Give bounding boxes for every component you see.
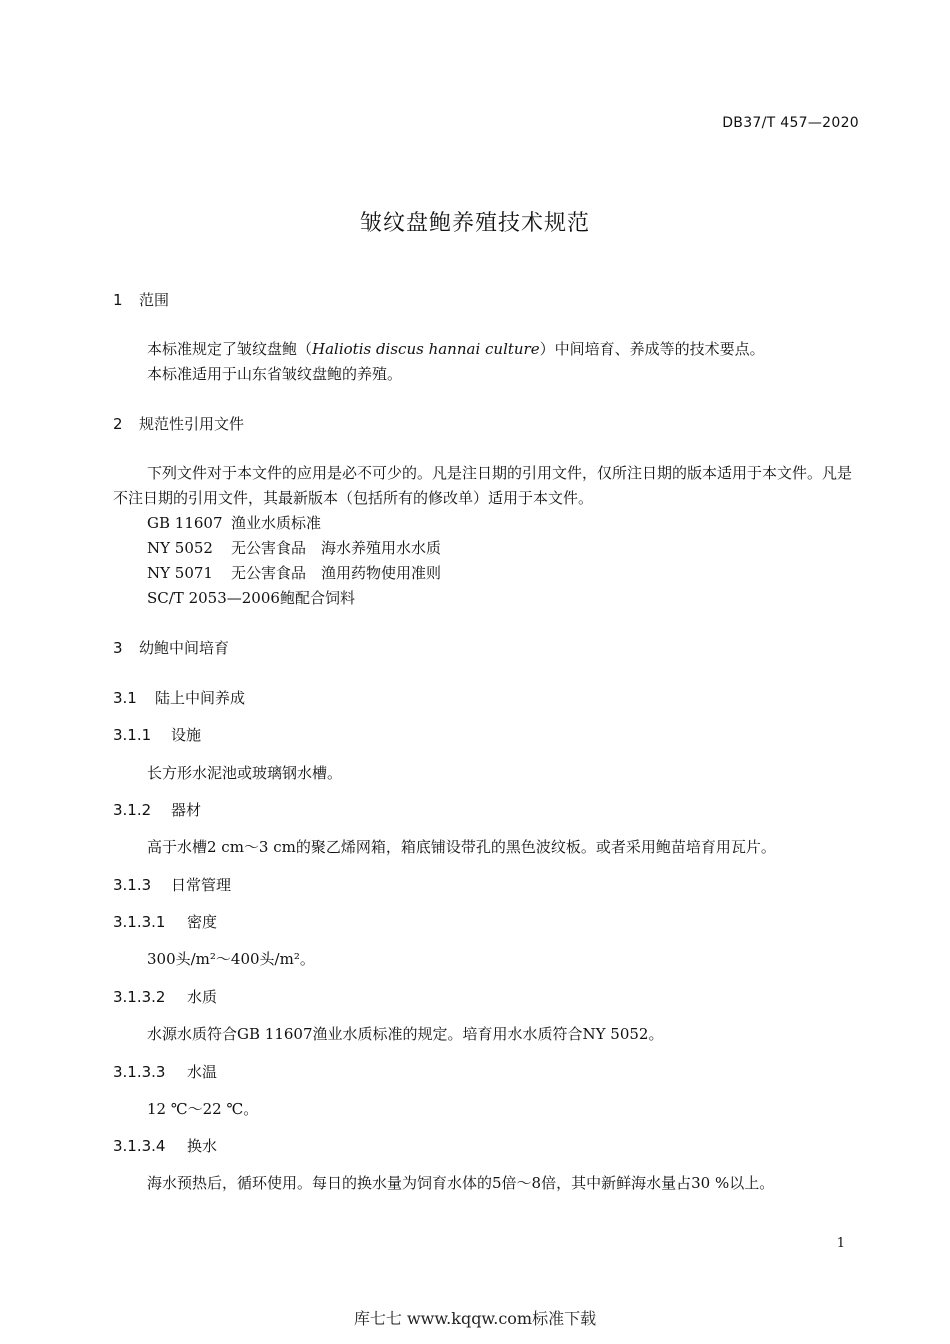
reference-item: [147, 512, 321, 533]
section-number: 3.1: [113, 689, 137, 707]
reference-code: GB 11607: [147, 514, 223, 532]
section-title: 日常管理: [171, 876, 232, 894]
section-number: 3.1.3.1: [113, 913, 166, 931]
text-run: ）中间培育、养成等的技术要点。: [539, 340, 765, 358]
section-title: 范围: [139, 291, 170, 309]
section-2-heading: [113, 413, 244, 434]
section-title: 密度: [187, 913, 218, 931]
section-1-heading: [113, 289, 169, 310]
section-number: 1: [113, 291, 123, 309]
reference-code: NY 5071: [147, 564, 213, 582]
section-number: 3.1.2: [113, 801, 152, 819]
document-code: DB37/T 457—2020: [722, 115, 859, 131]
section-3-1-heading: [113, 687, 245, 708]
section-number: 3.1.3.2: [113, 988, 166, 1006]
footer-watermark: 库七七 www.kqqw.com标准下载: [353, 1309, 597, 1328]
section-number: 3: [113, 639, 123, 657]
section-title: 水温: [187, 1063, 218, 1081]
text-run: 本标准规定了皱纹盘鲍（: [147, 340, 313, 358]
section-number: 3.1.3.3: [113, 1063, 166, 1081]
document-title: 皱纹盘鲍养殖技术规范: [359, 211, 590, 236]
reference-item: [147, 537, 441, 558]
section-3-1-3-1-heading: [113, 911, 217, 932]
section-3-1-3-3-heading: [113, 1061, 217, 1082]
section-title: 幼鲍中间培育: [139, 639, 230, 657]
water-quality-text: 水源水质符合GB 11607渔业水质标准的规定。培育用水水质符合NY 5052。: [147, 1025, 664, 1043]
section-3-1-1-heading: [113, 724, 201, 745]
reference-code: NY 5052: [147, 539, 213, 557]
scope-paragraph-2: 本标准适用于山东省皱纹盘鲍的养殖。: [147, 365, 403, 383]
water-exchange-text: 海水预热后，循环使用。每日的换水量为饲育水体的5倍～8倍，其中新鲜海水量占30 %以上。: [147, 1174, 775, 1192]
facility-text: 长方形水泥池或玻璃钢水槽。: [147, 764, 343, 782]
reference-item: [147, 562, 441, 583]
section-3-1-2-heading: [113, 799, 201, 820]
section-number: 2: [113, 415, 123, 433]
latin-name: Haliotis discus hannai culture: [312, 340, 540, 358]
reference-item: [147, 587, 355, 608]
section-3-1-3-heading: [113, 874, 231, 895]
section-number: 3.1.3.4: [113, 1137, 166, 1155]
reference-name: 无公害食品 渔用药物使用准则: [231, 564, 442, 582]
page-number: 1: [836, 1236, 845, 1251]
references-intro: 下列文件对于本文件的应用是必不可少的。凡是注日期的引用文件，仅所注日期的版本适用于本文件。凡是不注日期的引用文件，其最新版本（包括所有的修改单）适用于本文件。: [113, 464, 853, 507]
equipment-text: 高于水槽2 cm～3 cm的聚乙烯网箱，箱底铺设带孔的黑色波纹板。或者采用鲍苗培育用瓦片。: [147, 838, 776, 856]
section-title: 换水: [187, 1137, 218, 1155]
section-3-1-3-4-heading: [113, 1135, 217, 1156]
section-number: 3.1.1: [113, 726, 152, 744]
section-3-heading: [113, 637, 229, 658]
reference-code: SC/T 2053—2006: [147, 589, 280, 607]
section-title: 水质: [187, 988, 218, 1006]
water-temperature-text: 12 ℃～22 ℃。: [147, 1100, 259, 1118]
reference-name: 鲍配合饲料: [279, 589, 355, 607]
density-text: 300头/m²～400头/m²。: [147, 950, 315, 968]
section-title: 器材: [171, 801, 202, 819]
section-title: 设施: [171, 726, 202, 744]
section-title: 陆上中间养成: [155, 689, 246, 707]
section-number: 3.1.3: [113, 876, 152, 894]
reference-name: 渔业水质标准: [231, 514, 322, 532]
scope-paragraph-1: [147, 338, 765, 359]
reference-name: 无公害食品 海水养殖用水水质: [231, 539, 442, 557]
section-title: 规范性引用文件: [139, 415, 245, 433]
section-3-1-3-2-heading: [113, 986, 217, 1007]
